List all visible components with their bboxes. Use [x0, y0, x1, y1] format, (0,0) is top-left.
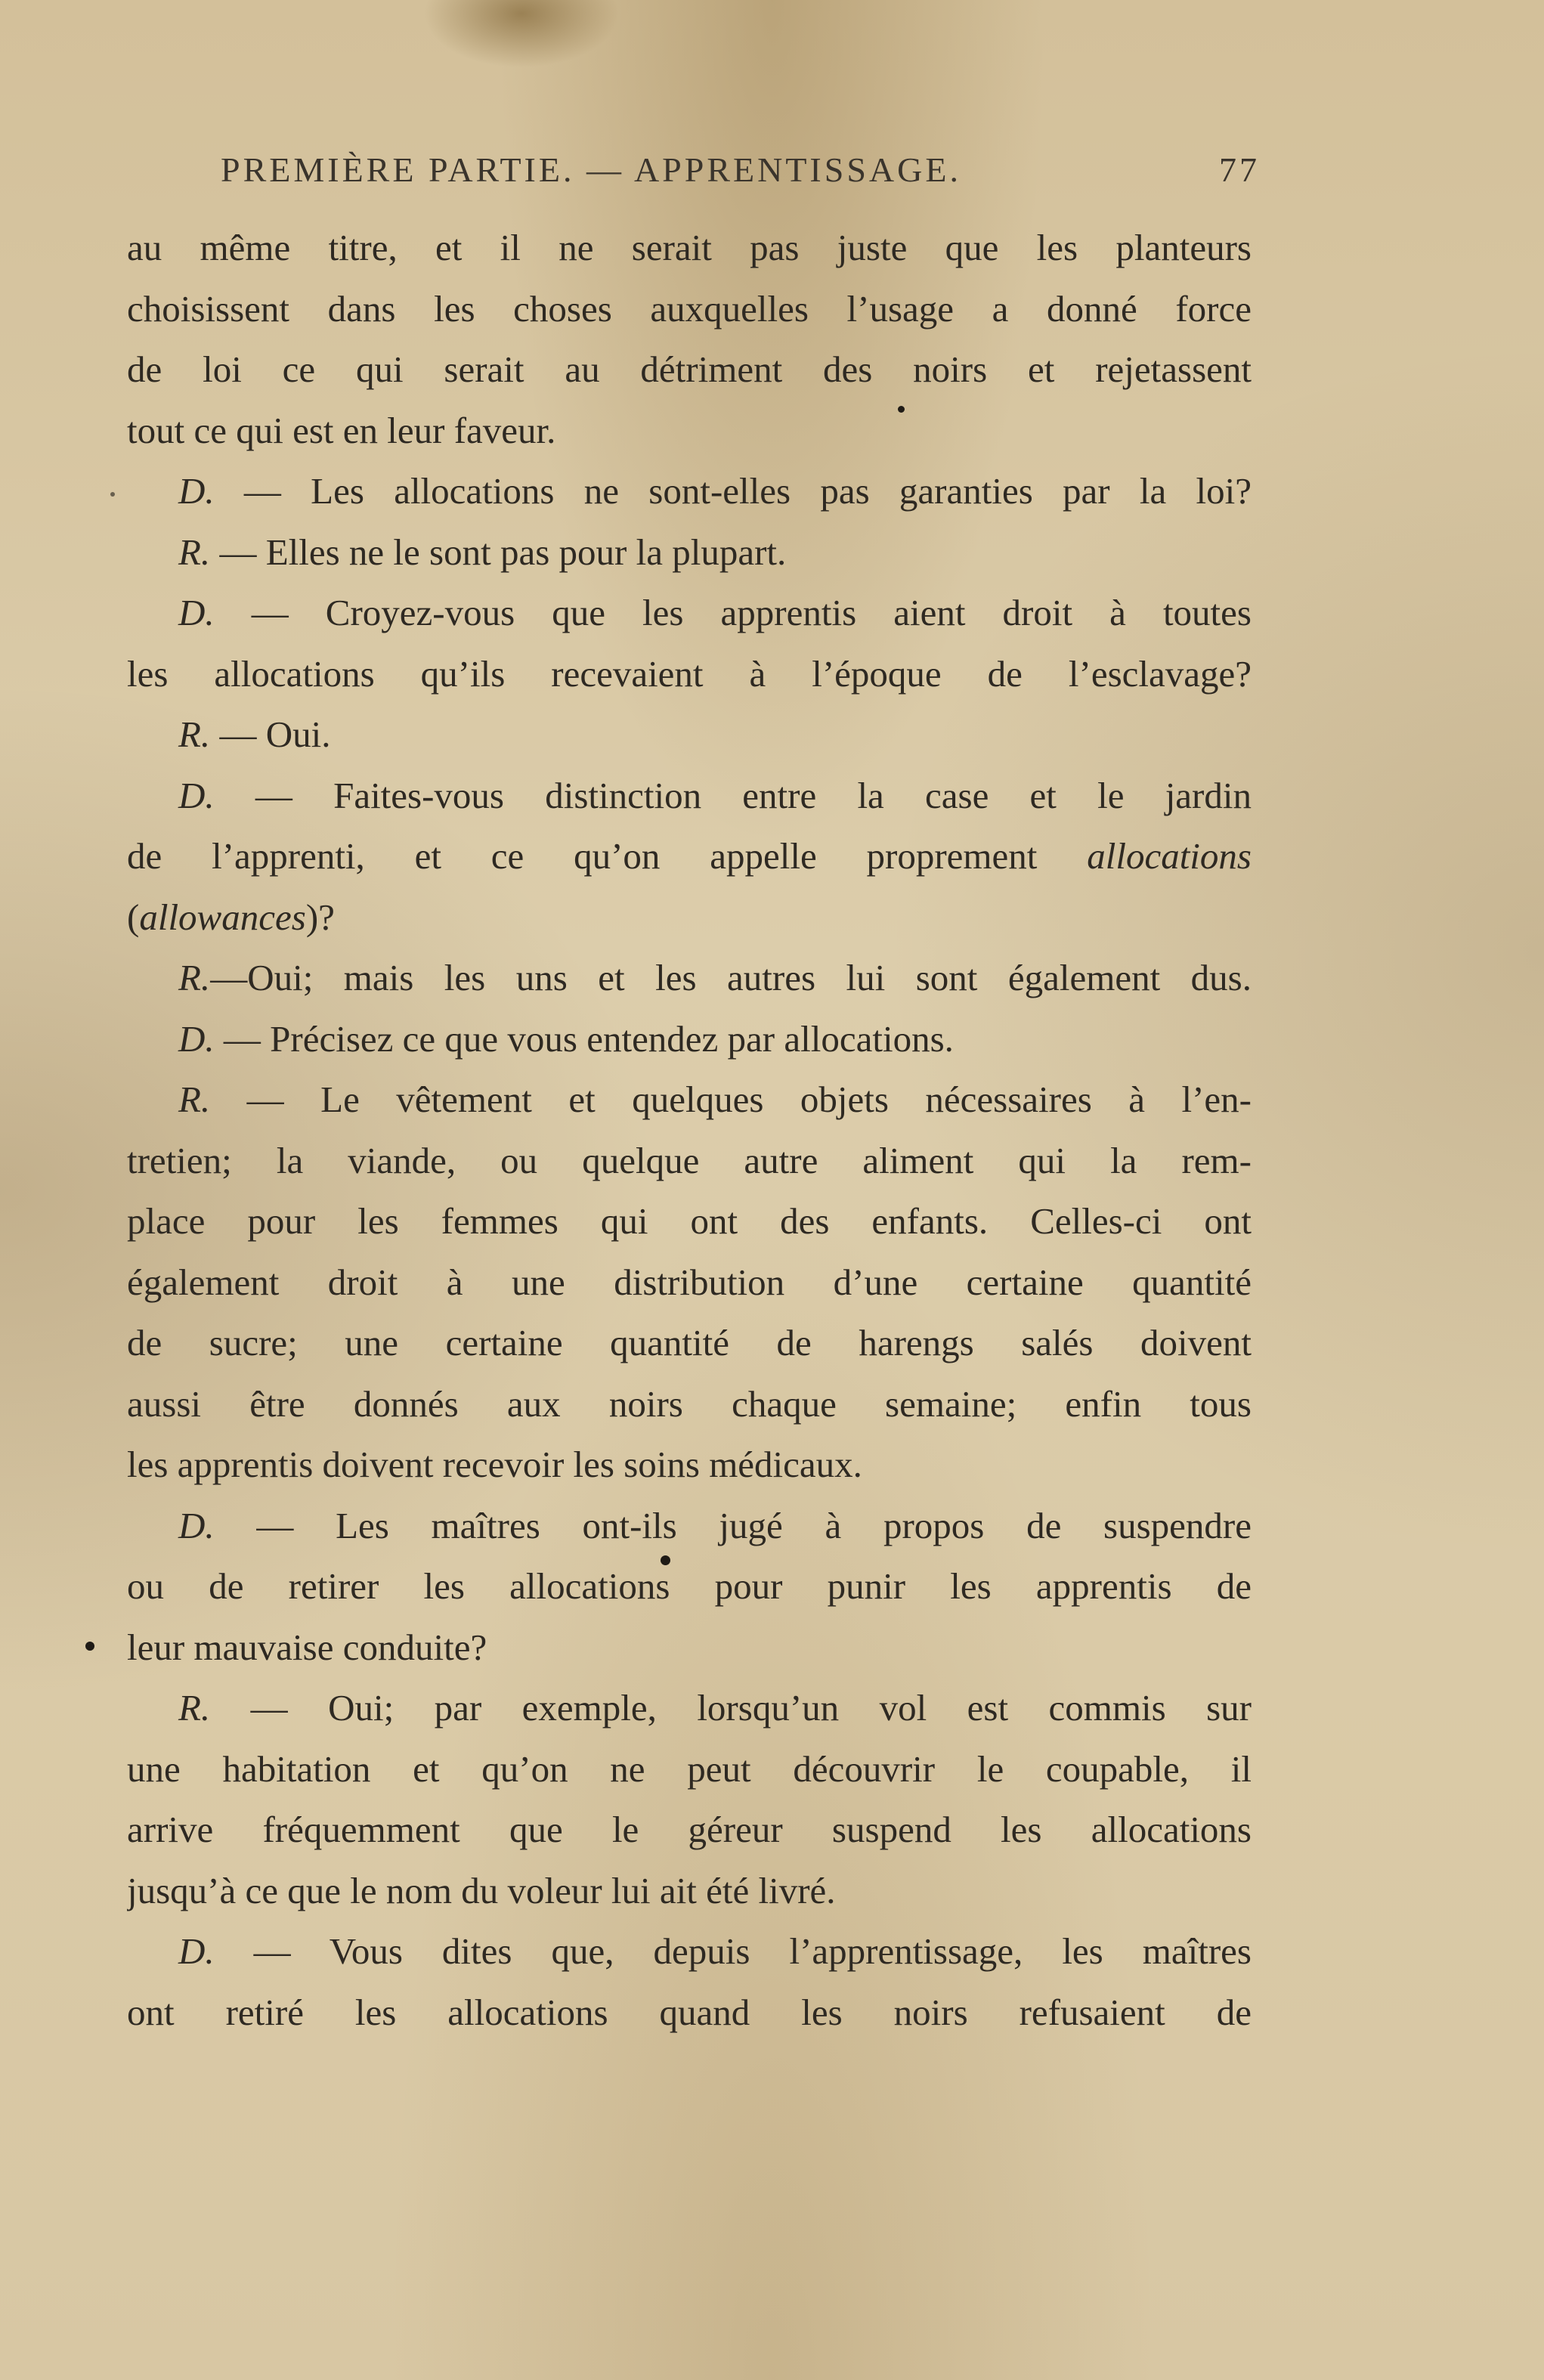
dialogue-line: [127, 1921, 1252, 1982]
margin-speck: [85, 1642, 94, 1651]
dialogue-text: — Précisez ce que vous entendez par allocations.: [214, 1017, 954, 1060]
text-segment: )?: [305, 896, 335, 938]
text-line: choisissent dans les choses auxquelles l’usage a donné force: [127, 287, 1252, 330]
italic-term: allowances: [139, 896, 306, 938]
margin-speck: [661, 1555, 670, 1565]
dialogue-text: — Le vêtement et quelques objets nécessaires à l’en-: [210, 1079, 1252, 1120]
dialogue-text: — Les maîtres ont-ils jugé à propos de suspendre: [214, 1504, 1252, 1546]
dialogue-line: [127, 461, 1252, 522]
text-line: aussi être donnés aux noirs chaque semaine; enfin tous: [127, 1382, 1252, 1425]
speaker-label: R.: [178, 1687, 211, 1729]
speaker-label: D.: [178, 1504, 215, 1546]
text-line: de sucre; une certaine quantité de harengs salés doivent: [127, 1322, 1252, 1363]
dialogue-line: [127, 1678, 1252, 1739]
dialogue-line: [127, 1009, 1252, 1070]
margin-speck: [898, 406, 905, 413]
text-line: place pour les femmes qui ont des enfants. Celles-ci ont: [127, 1200, 1252, 1242]
speaker-label: D.: [178, 1930, 215, 1972]
speaker-label: R.: [178, 713, 211, 755]
dialogue-text: — Les allocations ne sont-elles pas garanties par la loi?: [214, 470, 1252, 512]
page-number: 77: [1219, 150, 1260, 189]
text-line: jusqu’à ce que le nom du voleur lui ait été livré.: [127, 1869, 836, 1911]
dialogue-line: [127, 522, 1252, 583]
text-line: une habitation et qu’on ne peut découvrir le coupable, il: [127, 1747, 1252, 1790]
speaker-label: R.: [178, 1079, 211, 1120]
text-line: arrive fréquemment que le géreur suspend les allocations: [127, 1809, 1252, 1850]
text-line: également droit à une distribution d’une certaine quantité: [127, 1261, 1252, 1303]
text-line: au même titre, et il ne serait pas juste que les planteurs: [127, 227, 1252, 268]
body-text: [127, 218, 1252, 2043]
dialogue-text: — Oui; par exemple, lorsqu’un vol est commis sur: [210, 1687, 1252, 1729]
text-line: [127, 887, 1252, 949]
text-line: ont retiré les allocations quand les noirs refusaient de: [127, 1991, 1252, 2033]
dialogue-line: [127, 1496, 1252, 1557]
running-title: PREMIÈRE PARTIE. — APPRENTISSAGE.: [221, 150, 961, 189]
running-header: [221, 150, 1260, 203]
dialogue-line: [127, 1069, 1252, 1131]
text-line: de loi ce qui serait au détriment des noirs et rejetassent: [127, 348, 1252, 390]
dialogue-line: [127, 583, 1252, 644]
speaker-label: D.: [178, 1017, 215, 1060]
text-segment: (: [127, 896, 140, 938]
speaker-label: R.: [178, 957, 211, 998]
dialogue-text: — Croyez-vous que les apprentis aient droit à toutes: [214, 592, 1252, 633]
dialogue-line: [127, 948, 1252, 1009]
margin-speck: [110, 492, 115, 497]
text-line: [127, 826, 1252, 887]
speaker-label: D.: [178, 470, 215, 512]
dialogue-text: — Vous dites que, depuis l’apprentissage, les maîtres: [214, 1930, 1252, 1972]
speaker-label: D.: [178, 774, 215, 816]
speaker-label: D.: [178, 592, 215, 633]
italic-term: allocations: [1087, 835, 1252, 877]
text-line: les apprentis doivent recevoir les soins médicaux.: [127, 1444, 862, 1485]
text-segment: de l’apprenti, et ce qu’on appelle proprement: [127, 835, 1088, 877]
page-stain: [423, 0, 620, 68]
text-line: leur mauvaise conduite?: [127, 1626, 487, 1668]
dialogue-text: — Faites-vous distinction entre la case et le jardin: [214, 774, 1252, 816]
text-line: tout ce qui est en leur faveur.: [127, 409, 556, 451]
dialogue-text: —Oui; mais les uns et les autres lui sont également dus.: [210, 957, 1252, 998]
text-line: tretien; la viande, ou quelque autre aliment qui la rem-: [127, 1139, 1252, 1181]
text-line: les allocations qu’ils recevaient à l’époque de l’esclavage?: [127, 652, 1252, 695]
dialogue-line: [127, 766, 1252, 827]
dialogue-text: — Elles ne le sont pas pour la plupart.: [210, 531, 787, 573]
speaker-label: R.: [178, 531, 211, 573]
dialogue-text: — Oui.: [210, 713, 331, 755]
dialogue-line: [127, 704, 1252, 766]
text-line: ou de retirer les allocations pour punir les apprentis de: [127, 1565, 1252, 1607]
